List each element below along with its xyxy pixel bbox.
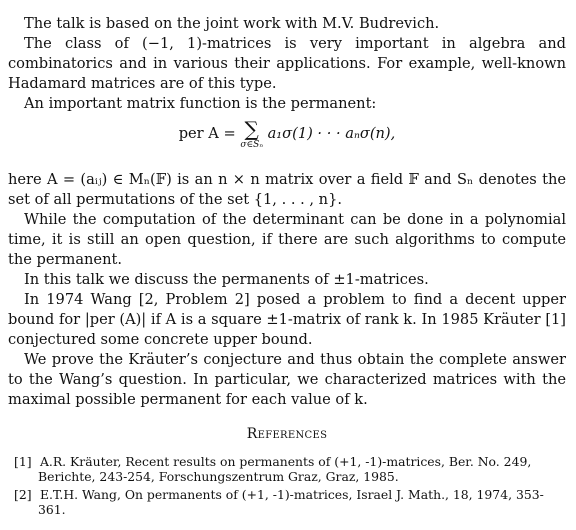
paragraph-definitions: here A = (aᵢⱼ) ∈ Mₙ(𝔽) is an n × n matrix over a field 𝔽 and Sₙ denotes the set of all permutations of the set {1, . . . , n}.	[8, 171, 566, 208]
formula-lhs: per A =	[178, 125, 236, 142]
paragraph-talk-topic: In this talk we discuss the permanents of ±1-matrices.	[24, 271, 429, 288]
reference-text: A.R. Kräuter, Recent results on permanents of (+1, -1)-matrices, Ber. No. 249, Berichte, 243-254, Forschungszentrum Graz, Graz, 1985.	[38, 454, 532, 484]
permanent-formula	[8, 118, 566, 160]
reference-item	[8, 454, 566, 484]
reference-label: [1]	[14, 454, 32, 469]
paragraph-class-matrices: The class of (−1, 1)-matrices is very important in algebra and combinatorics and in various their applications. For example, well-known Hadamard matrices are of this type.	[8, 35, 566, 92]
formula-terms: a₁σ(1) · · · aₙσ(n),	[267, 125, 396, 142]
references-heading: References	[246, 426, 328, 442]
paragraph-joint-work: The talk is based on the joint work with M.V. Budrevich.	[24, 15, 440, 32]
paragraph-wang-problem: In 1974 Wang [2, Problem 2] posed a problem to find a decent upper bound for |per (A)| if A is a square ±1-matrix of rank k. In 1985 Kräuter [1] conjectured some concrete upper bound.	[8, 291, 566, 348]
paragraph-determinant: While the computation of the determinant can be done in a polynomial time, it is still an open question, if there are such algorithms to compute the permanent.	[8, 211, 566, 268]
reference-text: E.T.H. Wang, On permanents of (+1, -1)-matrices, Israel J. Math., 18, 1974, 353-361.	[38, 487, 544, 517]
paragraph-permanent-intro: An important matrix function is the permanent:	[24, 95, 377, 112]
reference-label: [2]	[14, 487, 32, 502]
reference-item	[8, 487, 566, 517]
sum-symbol	[240, 118, 263, 150]
sigma-subscript: σ∈Sₙ	[240, 140, 263, 150]
paragraph-result: We prove the Kräuter’s conjecture and thus obtain the complete answer to the Wang’s question. In particular, we characterized matrices with the maximal possible permanent for each value of k.	[8, 351, 566, 408]
sigma-glyph: ∑	[244, 117, 259, 141]
